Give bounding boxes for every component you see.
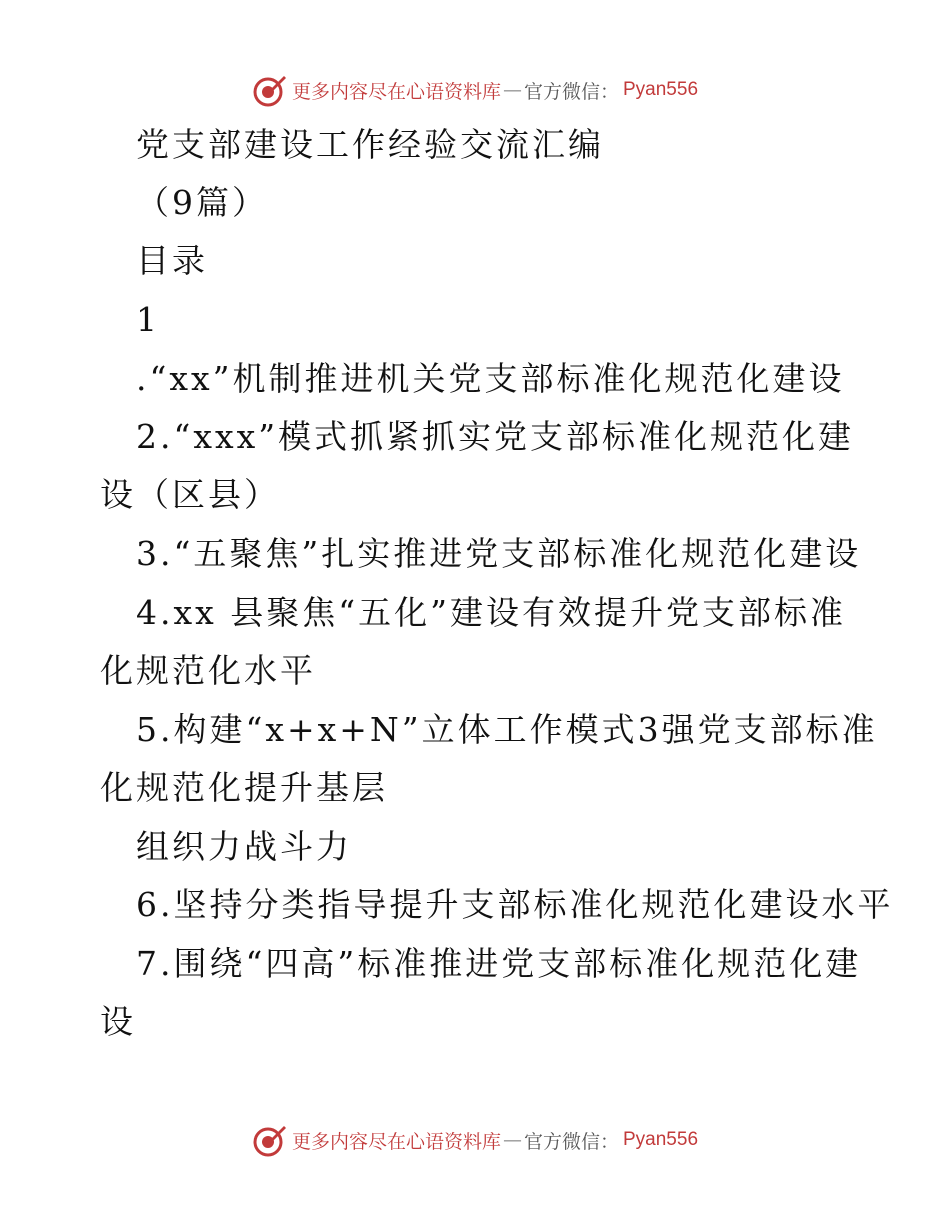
toc-heading: 目录 [136,241,208,280]
toc-line: 组织力战斗力 [136,827,352,866]
toc-line: 设（区县） [100,475,280,514]
banner-wechat-label: 官方微信： [523,80,619,103]
toc-line: 化规范化提升基层 [100,768,388,807]
banner-dash: — [502,79,522,101]
banner-wechat-label: 官方微信： [523,1130,619,1153]
quill-logo-icon [252,72,288,108]
header-banner [0,70,950,110]
toc-line: 3.“五聚焦”扎实推进党支部标准化规范化建设 [136,534,862,573]
toc-line: 7.围绕“四高”标准推进党支部标准化规范化建 [136,944,862,983]
toc-line: 1 [136,300,160,339]
toc-line: 4.xx 县聚焦“五化”建设有效提升党支部标准 [136,593,846,632]
banner-promo-text: 更多内容尽在心语资料库 [291,1130,501,1153]
banner-wechat-id: Pyan556 [623,1129,699,1150]
toc-line: 设 [100,1002,136,1041]
toc-line: 6.坚持分类指导提升支部标准化规范化建设水平 [136,885,894,924]
toc-line: 化规范化水平 [100,651,316,690]
banner-dash: — [502,1129,522,1151]
banner-wechat-id: Pyan556 [623,79,699,100]
document-title: 党支部建设工作经验交流汇编 [136,125,604,164]
toc-line: 2.“xxx”模式抓紧抓实党支部标准化规范化建 [136,417,855,456]
quill-logo-icon [252,1122,288,1158]
toc-line: 5.构建“x+x+N”立体工作模式3强党支部标准 [136,710,878,749]
toc-line: .“xx”机制推进机关党支部标准化规范化建设 [136,359,845,398]
banner-promo-text: 更多内容尽在心语资料库 [291,80,501,103]
document-subtitle: （9篇） [136,183,268,222]
footer-banner [0,1120,950,1160]
